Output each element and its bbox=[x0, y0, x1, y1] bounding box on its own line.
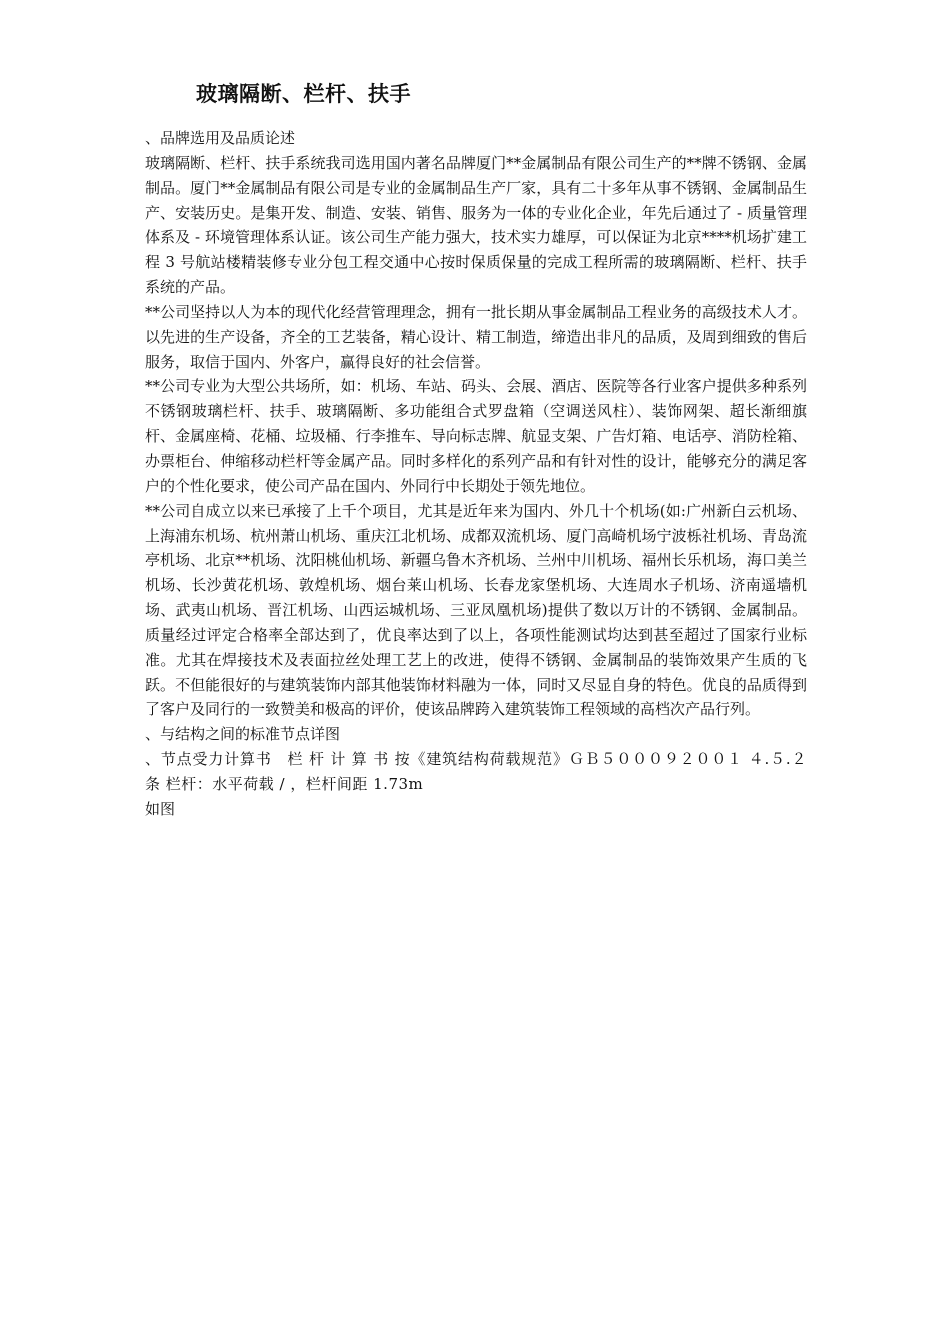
document-body bbox=[145, 126, 807, 822]
paragraph-management: **公司坚持以人为本的现代化经营管理理念，拥有一批长期从事金属制品工程业务的高级技术人才。以先进的生产设备，齐全的工艺装备，精心设计、精工制造，缔造出非凡的品质，及周到细致的售后服务，取信于国内、外客户，赢得良好的社会信誉。 bbox=[145, 302, 807, 371]
paragraph-brand-intro: 玻璃隔断、栏杆、扶手系统我司选用国内著名品牌厦门**金属制品有限公司生产的**牌不锈钢、金属制品。厦门**金属制品有限公司是专业的金属制品生产厂家，具有二十多年从事不锈钢、金属制品生产、安装历史。是集开发、制造、安装、销售、服务为一体的专业化企业，年先后通过了 - 质量管理体系及 - 环境管理体系认证。该公司生产能力强大，技术实力雄厚，可以保证为北京****机场扩建工程 3 号航站楼精装修专业分包工程交通中心按时保质保量的完成工程所需的玻璃隔断、栏杆、扶手系统的产品。 bbox=[145, 153, 807, 297]
paragraph-projects: **公司自成立以来已承接了上千个项目，尤其是近年来为国内、外几十个机场(如:广州新白云机场、上海浦东机场、杭州萧山机场、重庆江北机场、成都双流机场、厦门高崎机场宁波栎社机场、青岛流亭机场、北京**机场、沈阳桃仙机场、新疆乌鲁木齐机场、兰州中川机场、福州长乐机场，海口美兰机场、长沙黄花机场、敦煌机场、烟台莱山机场、长春龙家堡机场、大连周水子机场、济南遥墙机场、武夷山机场、晋江机场、山西运城机场、三亚凤凰机场)提供了数以万计的不锈钢、金属制品。质量经过评定合格率全部达到了，优良率达到了以上，各项性能测试均达到甚至超过了国家行业标准。尤其在焊接技术及表面拉丝处理工艺上的改进，使得不锈钢、金属制品的装饰效果产生质的飞跃。不但能很好的与建筑装饰内部其他装饰材料融为一体，同时又尽显自身的特色。优良的品质得到了客户及同行的一致赞美和极高的评价，使该品牌跨入建筑装饰工程领域的高档次产品行列。 bbox=[145, 501, 807, 719]
paragraph-products: **公司专业为大型公共场所，如：机场、车站、码头、会展、酒店、医院等各行业客户提供多种系列不锈钢玻璃栏杆、扶手、玻璃隔断、多功能组合式罗盘箱（空调送风柱）、装饰网架、超长渐细旗杆、金属座椅、花桶、垃圾桶、行李推车、导向标志牌、航显支架、广告灯箱、电话亭、消防栓箱、办票柜台、伸缩移动栏杆等金属产品。同时多样化的系列产品和有针对性的设计，能够充分的满足客户的个性化要求，使公司产品在国内、外同行中长期处于领先地位。 bbox=[145, 377, 807, 495]
section-calculation: 、节点受力计算书 栏 杆 计 算 书 按《建筑结构荷载规范》ＧＢ５０００９２００１ ４.５.２条 栏杆：水平荷载 / ，栏杆间距 1.73m bbox=[145, 750, 807, 793]
section-heading-brand: 、品牌选用及品质论述 bbox=[145, 129, 296, 147]
section-heading-nodes: 、与结构之间的标准节点详图 bbox=[145, 725, 341, 744]
figure-reference: 如图 bbox=[145, 799, 176, 818]
document-title: 玻璃隔断、栏杆、扶手 bbox=[196, 82, 411, 106]
